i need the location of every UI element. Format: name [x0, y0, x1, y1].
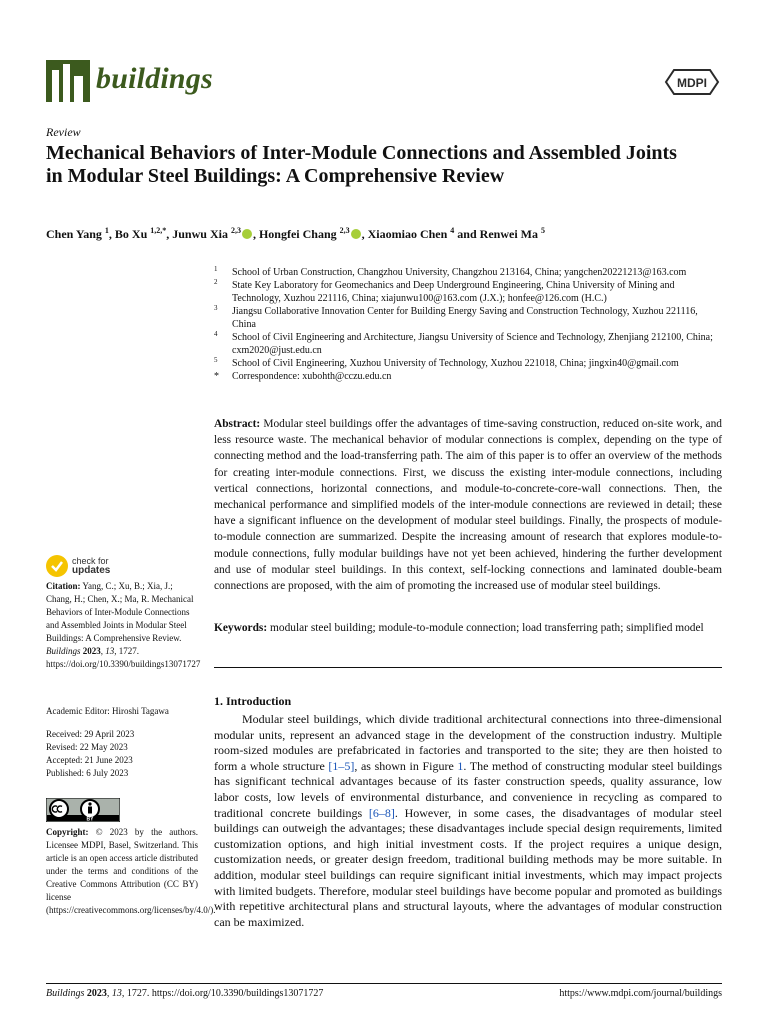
author-affiliation-mark: 1	[104, 226, 109, 235]
footer-volume: 13	[111, 988, 122, 999]
article-type: Review	[46, 125, 81, 139]
cc-by-license-icon[interactable]	[46, 798, 120, 822]
updates-label: updates	[72, 565, 111, 576]
check-for-updates-button[interactable]	[46, 555, 166, 579]
affiliation-number: 4	[214, 330, 218, 338]
article-title: Mechanical Behaviors of Inter-Module Connections and Assembled Joints in Modular Steel Buildings: A Comprehensive Review	[46, 142, 677, 187]
citation-volume: 13	[105, 646, 115, 656]
footer-citation: Buildings 2023, 13, 1727. https://doi.org/10.3390/buildings13071727	[46, 988, 324, 999]
affiliation-number: 5	[214, 356, 218, 364]
mdpi-wordmark: MDPI	[677, 76, 707, 90]
affiliation-text: School of Civil Engineering, Xuzhou University of Technology, Xuzhou 221018, China; jingxin40@gmail.com	[232, 358, 679, 369]
affiliation-item	[214, 357, 724, 370]
affiliation-item	[214, 279, 724, 305]
cc-by-label: BY	[86, 816, 94, 822]
correspondence-text: Correspondence: xubohth@cczu.edu.cn	[232, 371, 392, 382]
publication-dates	[46, 728, 198, 780]
orcid-icon[interactable]	[351, 229, 361, 239]
author-name: Junwu Xia $^{2,3}$	[172, 226, 241, 241]
affiliation-item	[214, 266, 724, 279]
author-affiliation-mark: 2,3	[339, 226, 350, 235]
citation-doi[interactable]: , 1727. https://doi.org/10.3390/buildings13071727	[46, 646, 201, 669]
copyright-text: © 2023 by the authors. Licensee MDPI, Basel, Switzerland. This article is an open access article distributed under the terms and conditions of the Creative Commons Attribution (CC BY) license (https://creativecommons.org/licenses/by/4.0/).	[46, 827, 216, 915]
affiliation-number: 1	[214, 265, 218, 273]
affiliation-text: State Key Laboratory for Geomechanics and Deep Underground Engineering, China University of Mining and Technology, Xuzhou 221116, China; xiajunwu100@163.com (J.X.); honfee@126.com (H.C.)	[232, 280, 675, 304]
correspondence-mark: *	[214, 371, 219, 382]
intro-text-1: Modular steel buildings, which divide traditional architectural connections into three-dimensional modular units, represent an advanced stage in the development of the construction industry. Multiple room-sized modules are prefabricated in factories and transported to the site; they are then hoisted to form a whole structure	[214, 712, 722, 773]
citation-label: Citation:	[46, 581, 81, 591]
affiliation-text: School of Urban Construction, Changzhou University, Changzhou 213164, China; yangchen20221213@163.com	[232, 267, 687, 278]
author-list: Chen Yang $^1$, Bo Xu $^{1,2,*}$, Junwu Xia $^{2,3}$ , Hongfei Chang $^{2,3}$ , Xiaomiao Chen $^4$ and Renwei Ma $^5$	[46, 226, 545, 241]
correspondence	[214, 370, 724, 383]
citation-link-1-5[interactable]: [1–5]	[328, 758, 355, 773]
citation-link-6-8[interactable]: [6–8]	[368, 805, 395, 820]
author-name: Renwei Ma $^5$	[479, 226, 545, 241]
intro-text-3: . The method of constructing modular steel buildings has significant technical advantages because of its faster construction speeds, quality assurance, low labor costs, low levels of environmental disturbance, and convenience in recycling as compared to traditional concrete buildings	[214, 758, 723, 820]
copyright-notice	[46, 826, 216, 917]
footer-journal-url[interactable]: https://www.mdpi.com/journal/buildings	[559, 988, 722, 999]
date-accepted: Accepted: 21 June 2023	[46, 755, 133, 765]
keywords-text: modular steel building; module-to-module connection; load transferring path; simplified model	[270, 622, 704, 634]
introduction-paragraph	[214, 712, 722, 930]
check-label: check for	[72, 556, 109, 566]
journal-name: buildings	[96, 62, 213, 95]
affiliation-number: 2	[214, 278, 218, 286]
orcid-icon[interactable]	[242, 229, 252, 239]
copyright-label: Copyright:	[46, 827, 89, 837]
date-revised: Revised: 22 May 2023	[46, 742, 128, 752]
citation-text: Yang, C.; Xu, B.; Xia, J.; Chang, H.; Chen, X.; Ma, R. Mechanical Behaviors of Inter-Module Connections and Assembled Joints in Modular Steel Buildings: A Comprehensive Review.	[46, 581, 194, 643]
buildings-logo-icon	[46, 60, 90, 102]
author-name: Bo Xu $^{1,2,*}$	[114, 226, 167, 241]
figure-link-1[interactable]: 1	[457, 758, 464, 773]
author-name: Xiaomiao Chen $^4$	[367, 226, 455, 241]
date-received: Received: 29 April 2023	[46, 729, 135, 739]
author-affiliation-mark: 4	[450, 226, 455, 235]
date-published: Published: 6 July 2023	[46, 768, 129, 778]
affiliation-text: School of Civil Engineering and Architecture, Jiangsu University of Science and Technology, Zhenjiang 212100, China; cxm2020@just.edu.cn	[232, 332, 713, 356]
keywords-label: Keywords:	[214, 622, 268, 634]
author-affiliation-mark: 5	[540, 226, 545, 235]
citation-year: 2023	[82, 646, 101, 656]
mdpi-logo-icon	[664, 66, 720, 98]
affiliation-item	[214, 331, 724, 357]
academic-editor: Academic Editor: Hiroshi Tagawa	[46, 706, 169, 716]
footer-divider	[46, 983, 722, 984]
abstract	[214, 416, 722, 594]
footer-year: 2023	[86, 988, 107, 999]
affiliation-number: 3	[214, 304, 218, 312]
author-name: Hongfei Chang $^{2,3}$	[258, 226, 350, 241]
author-affiliation-mark: 2,3	[230, 226, 241, 235]
citation-block: Citation: Yang, C.; Xu, B.; Xia, J.; Chang, H.; Chen, X.; Ma, R. Mechanical Behaviors of Inter-Module Connections and Assembled Joints in Modular Steel Buildings: A Comprehensive Review. Buildings 2023, 13, 1727. https://doi.org/10.3390/buildings13071727	[46, 581, 201, 669]
footer-journal: Buildings	[46, 988, 85, 999]
affiliations	[214, 266, 724, 383]
affiliation-item	[214, 305, 724, 331]
abstract-text: Modular steel buildings offer the advantages of time-saving construction, reduced on-site work, and less resource waste. The mechanical behavior of modular connections is complex, depending on the type of connecting method and the load-transferring path. The aim of this paper is to offer an overview of the methods for creating inter-module connections. First, we discuss the existing inter-module connections, including vertical connections, horizontal connections, and module-to-concrete-core-wall connections. Then, the mechanical performance and simplified models of the inter-module connections are reviewed in detail; these have a significant influence on the development of modular steel buildings. Finally, the prospects of module-to-module connection are summarized. Despite the increasing amount of research that explores module-to-module connections, fully modular buildings have not yet been achieved, hindering the further development and use of modular steel buildings. In this context, self-locking connections and laminated double-beam connections are proposed, with the aim of promoting the increased use of modular steel buildings.	[214, 418, 722, 593]
keywords	[214, 620, 722, 636]
section-heading-introduction: 1. Introduction	[214, 694, 292, 708]
check-updates-icon	[46, 555, 68, 577]
author-name: Chen Yang $^1$	[46, 226, 109, 241]
citation-journal: Buildings	[46, 646, 81, 656]
affiliation-text: Jiangsu Collaborative Innovation Center for Building Energy Saving and Construction Technology, Xuzhou 221116, China	[232, 306, 698, 330]
footer-doi[interactable]: , 1727. https://doi.org/10.3390/buildings13071727	[121, 988, 324, 999]
author-affiliation-mark: 1,2,*	[150, 226, 167, 235]
intro-text-4: . However, in some cases, the disadvantages of modular steel buildings can outweigh the advantages; these disadvantages include special design requirements, limited customization options, and high initial investment costs. If the project requires a unique design, customization needs, or greater design freedom, traditional building methods may be more suitable. In addition, modular steel buildings can require significant initial investments, which may impact projects with limited budgets. Therefore, modular steel buildings have become popular and promoted as buildings with repetitive architectural plans and structural layouts, where the advantages of modular construction can be maximized.	[214, 805, 722, 929]
abstract-label: Abstract:	[214, 418, 261, 430]
section-divider	[214, 667, 722, 668]
intro-text-2: , as shown in Figure	[354, 758, 458, 773]
